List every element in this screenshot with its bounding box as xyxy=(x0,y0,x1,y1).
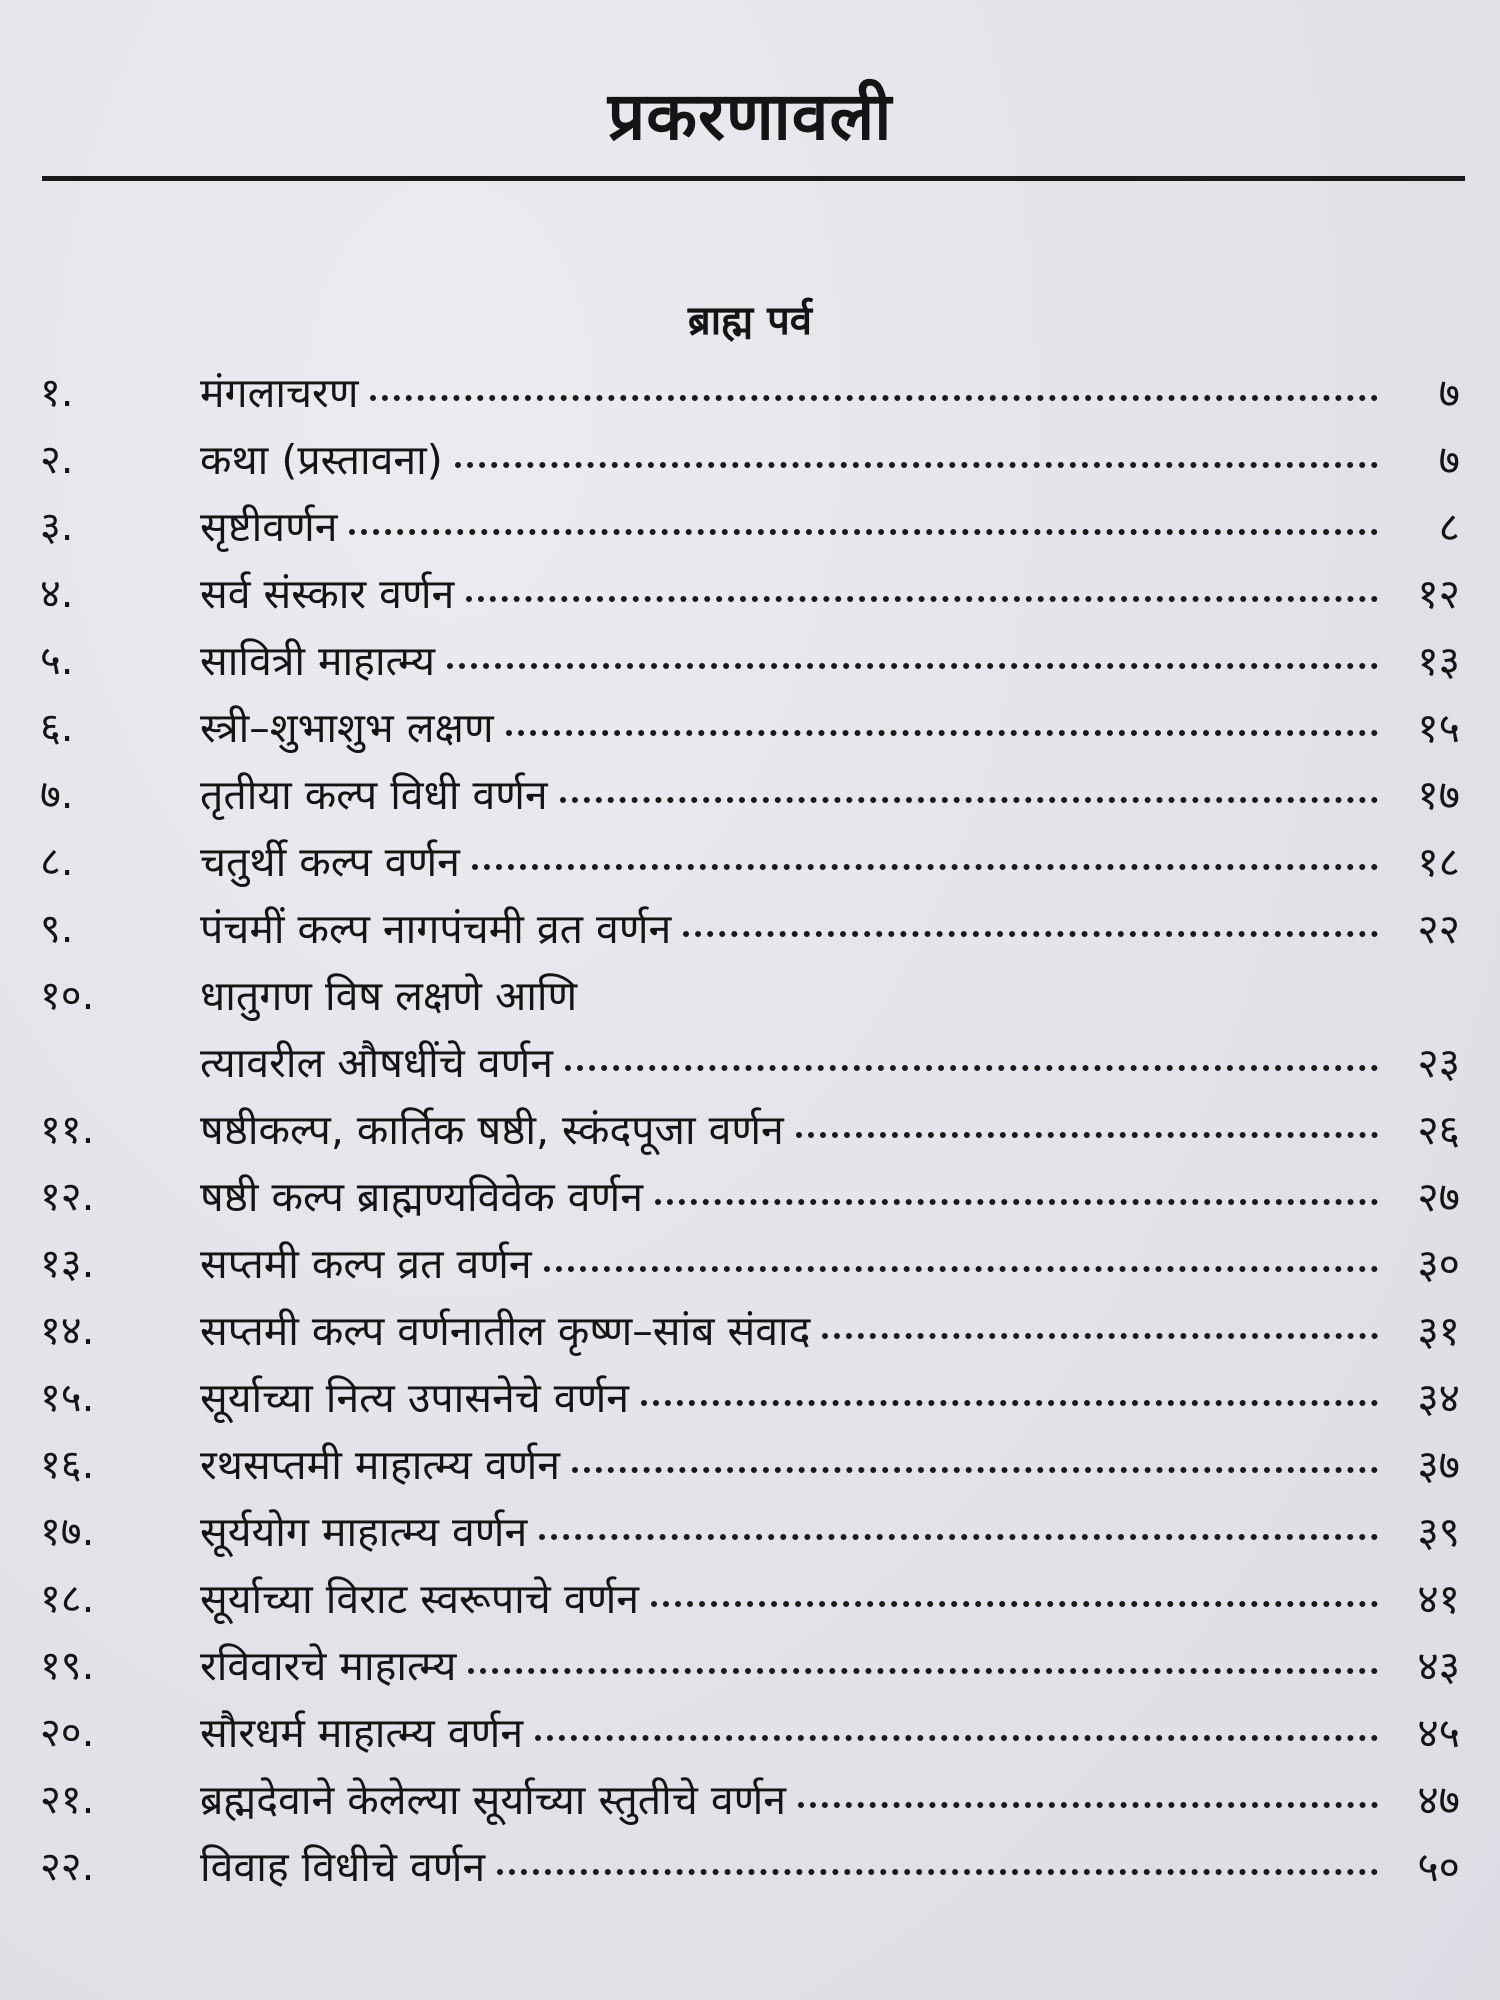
dot-leader xyxy=(572,1467,1378,1473)
page-number: ७ xyxy=(1438,369,1460,417)
chapter-title: सावित्री माहात्म्य xyxy=(200,637,436,685)
chapter-number: ४. xyxy=(40,571,74,617)
chapter-title: षष्ठीकल्प, कार्तिक षष्ठी, स्कंदपूजा वर्णन xyxy=(200,1106,784,1154)
toc-entry-6 xyxy=(0,695,1500,762)
chapter-title: ब्रह्मदेवाने केलेल्या सूर्याच्या स्तुतीचे वर्णन xyxy=(200,1776,787,1824)
dot-leader xyxy=(544,1266,1378,1272)
page-number: ४५ xyxy=(1417,1709,1460,1757)
dot-leader xyxy=(796,1132,1378,1138)
dot-leader xyxy=(641,1400,1378,1406)
chapter-title: कथा (प्रस्तावना) xyxy=(200,436,443,484)
chapter-title: सप्तमी कल्प व्रत वर्णन xyxy=(200,1240,532,1288)
page-number: ३१ xyxy=(1417,1307,1460,1355)
toc-entry-18 xyxy=(0,1566,1500,1633)
dot-leader xyxy=(497,1869,1378,1875)
chapter-number: १७. xyxy=(40,1509,95,1555)
dot-leader xyxy=(506,730,1378,736)
chapter-number: १४. xyxy=(40,1308,95,1354)
chapter-title: षष्ठी कल्प ब्राह्मण्यविवेक वर्णन xyxy=(200,1173,643,1221)
toc-entry-5 xyxy=(0,628,1500,695)
dot-leader xyxy=(560,797,1378,803)
dot-leader xyxy=(822,1333,1378,1339)
chapter-number: १३. xyxy=(40,1241,95,1287)
dot-leader xyxy=(468,1668,1378,1674)
chapter-title-continued: त्यावरील औषधींचे वर्णन xyxy=(200,1039,554,1087)
dot-leader xyxy=(349,529,1378,535)
chapter-title: सूर्याच्या विराट स्वरूपाचे वर्णन xyxy=(200,1575,640,1623)
page-number: २६ xyxy=(1417,1106,1460,1154)
chapter-title: पंचमीं कल्प नागपंचमी व्रत वर्णन xyxy=(200,905,672,953)
chapter-number: २. xyxy=(40,437,74,483)
chapter-number: ५. xyxy=(40,638,74,684)
page-number: ३७ xyxy=(1417,1441,1460,1489)
page-number: १३ xyxy=(1417,637,1460,685)
dot-leader xyxy=(565,1065,1378,1071)
dot-leader xyxy=(466,596,1378,602)
toc-entry-16 xyxy=(0,1432,1500,1499)
page-number: २७ xyxy=(1417,1173,1460,1221)
page-number: १७ xyxy=(1417,771,1460,819)
chapter-number: १९. xyxy=(40,1643,95,1689)
chapter-number: १. xyxy=(40,370,74,416)
chapter-number: ६. xyxy=(40,705,74,751)
chapter-number: ९. xyxy=(40,906,74,952)
page-number: ५० xyxy=(1417,1843,1460,1891)
chapter-number: १५. xyxy=(40,1375,95,1421)
toc-entry-15 xyxy=(0,1365,1500,1432)
dot-leader xyxy=(455,462,1378,468)
dot-leader xyxy=(539,1534,1378,1540)
toc-entry-7 xyxy=(0,762,1500,829)
chapter-title: मंगलाचरण xyxy=(200,369,359,417)
page-number: १५ xyxy=(1417,704,1460,752)
toc-entry-10-line-1 xyxy=(0,963,1500,1030)
toc-entry-17 xyxy=(0,1499,1500,1566)
page-number: ८ xyxy=(1438,503,1460,551)
page-number: १२ xyxy=(1417,570,1460,618)
toc-entry-10-line-2 xyxy=(0,1030,1500,1097)
chapter-number: १२. xyxy=(40,1174,95,1220)
dot-leader xyxy=(683,931,1378,937)
chapter-title: स्त्री–शुभाशुभ लक्षण xyxy=(200,704,494,752)
chapter-number: ७. xyxy=(40,772,74,818)
chapter-title: रथसप्तमी माहात्म्य वर्णन xyxy=(200,1441,561,1489)
chapter-title: चतुर्थी कल्प वर्णन xyxy=(200,838,460,886)
toc-entry-22 xyxy=(0,1834,1500,1901)
page-number: ४७ xyxy=(1417,1776,1460,1824)
page-number: ३४ xyxy=(1417,1374,1460,1422)
toc-entry-21 xyxy=(0,1767,1500,1834)
chapter-title: धातुगण विष लक्षणे आणि xyxy=(200,972,578,1020)
chapter-number: २०. xyxy=(40,1710,95,1756)
toc-entry-19 xyxy=(0,1633,1500,1700)
toc-entry-20 xyxy=(0,1700,1500,1767)
page-number: ७ xyxy=(1438,436,1460,484)
chapter-title: सर्व संस्कार वर्णन xyxy=(200,570,455,618)
chapter-title: सूर्याच्या नित्य उपासनेचे वर्णन xyxy=(200,1374,629,1422)
page-number: ३० xyxy=(1417,1240,1460,1288)
dot-leader xyxy=(535,1735,1378,1741)
page-number: २२ xyxy=(1417,905,1460,953)
page-number: २३ xyxy=(1417,1039,1460,1087)
chapter-title: सौरधर्म माहात्म्य वर्णन xyxy=(200,1709,524,1757)
page-number: ४१ xyxy=(1417,1575,1460,1623)
toc-entry-11 xyxy=(0,1097,1500,1164)
chapter-number: २१. xyxy=(40,1777,95,1823)
dot-leader xyxy=(798,1802,1378,1808)
page-title: प्रकरणावली xyxy=(607,78,893,155)
title-divider xyxy=(42,176,1465,181)
toc-entry-2 xyxy=(0,427,1500,494)
page-number: ४३ xyxy=(1417,1642,1460,1690)
dot-leader xyxy=(370,395,1378,401)
toc-entry-3 xyxy=(0,494,1500,561)
toc-entry-12 xyxy=(0,1164,1500,1231)
chapter-number: १८. xyxy=(40,1576,95,1622)
toc-entry-14 xyxy=(0,1298,1500,1365)
page-number: ३९ xyxy=(1417,1508,1460,1556)
chapter-number: १६. xyxy=(40,1442,95,1488)
section-heading: ब्राह्म पर्व xyxy=(687,298,813,344)
toc-entry-4 xyxy=(0,561,1500,628)
toc-entry-13 xyxy=(0,1231,1500,1298)
chapter-title: विवाह विधीचे वर्णन xyxy=(200,1843,486,1891)
dot-leader xyxy=(472,864,1378,870)
page-number: १८ xyxy=(1417,838,1460,886)
dot-leader xyxy=(447,663,1378,669)
table-of-contents xyxy=(0,360,1500,1901)
chapter-number: ३. xyxy=(40,504,74,550)
chapter-title: सृष्टीवर्णन xyxy=(200,503,338,551)
chapter-number: २२. xyxy=(40,1844,95,1890)
chapter-title: रविवारचे माहात्म्य xyxy=(200,1642,457,1690)
dot-leader xyxy=(651,1601,1378,1607)
chapter-number: ८. xyxy=(40,839,74,885)
toc-entry-8 xyxy=(0,829,1500,896)
toc-entry-9 xyxy=(0,896,1500,963)
chapter-number: ११. xyxy=(40,1107,95,1153)
dot-leader xyxy=(655,1199,1378,1205)
toc-entry-1 xyxy=(0,360,1500,427)
chapter-title: सूर्ययोग माहात्म्य वर्णन xyxy=(200,1508,528,1556)
chapter-title: तृतीया कल्प विधी वर्णन xyxy=(200,771,548,819)
chapter-title: सप्तमी कल्प वर्णनातील कृष्ण–सांब संवाद xyxy=(200,1307,811,1355)
chapter-number: १०. xyxy=(40,973,95,1019)
